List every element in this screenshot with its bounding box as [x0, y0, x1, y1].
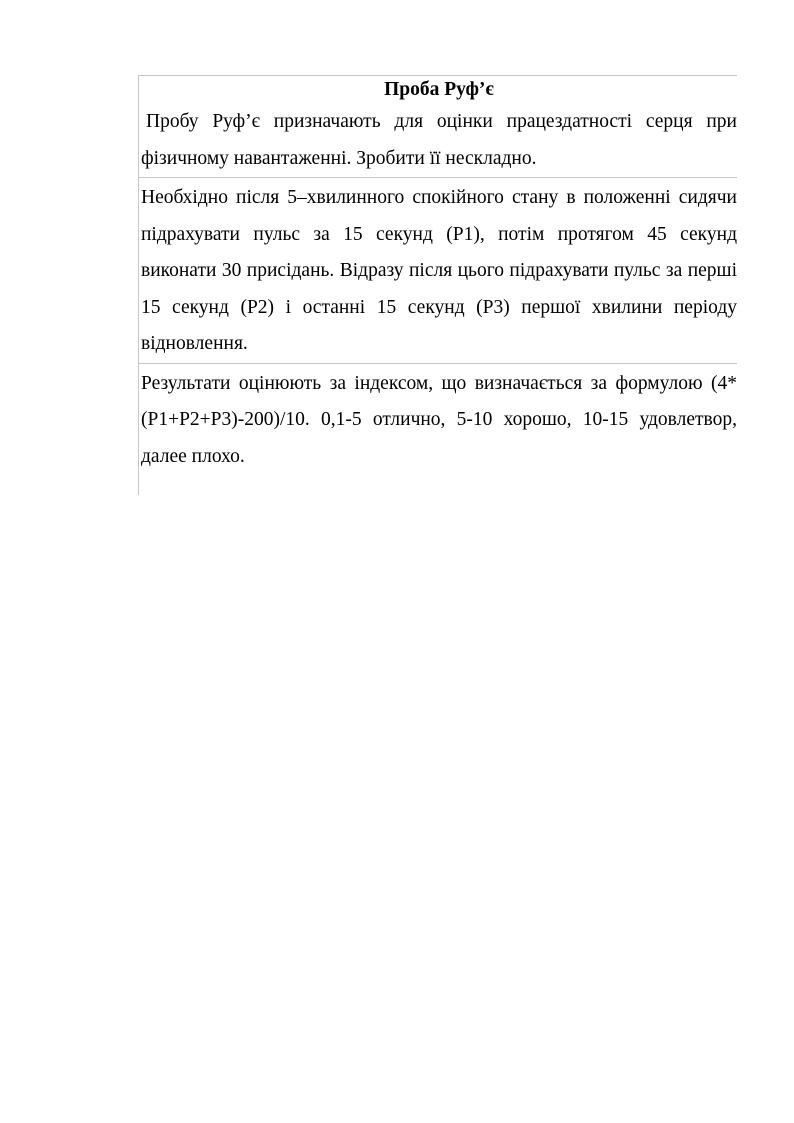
- intro-paragraph: Пробу Руф’є призначають для оцінки працездатності серця при фізичному навантаженні. Зробити її нескладно.: [139, 104, 737, 178]
- method-paragraph: Необхідно після 5–хвилинного спокійного стану в положенні сидячи підрахувати пульс за 15 секунд (Р1), потім протягом 45 секунд виконати 30 присідань. Відразу після цього підрахувати пульс за перші 15 секунд (Р2) і останні 15 секунд (Р3) першої хвилини періоду відновлення.: [139, 178, 737, 364]
- results-paragraph: Результати оцінюють за індексом, що визначається за формулою (4*(P1+P2+P3)-200)/10. 0,1-5 отлично, 5-10 хорошо, 10-15 удовлетвор, далее плохо.: [141, 372, 737, 467]
- content-table: [138, 75, 737, 495]
- document-title: Проба Руф’є: [384, 79, 494, 100]
